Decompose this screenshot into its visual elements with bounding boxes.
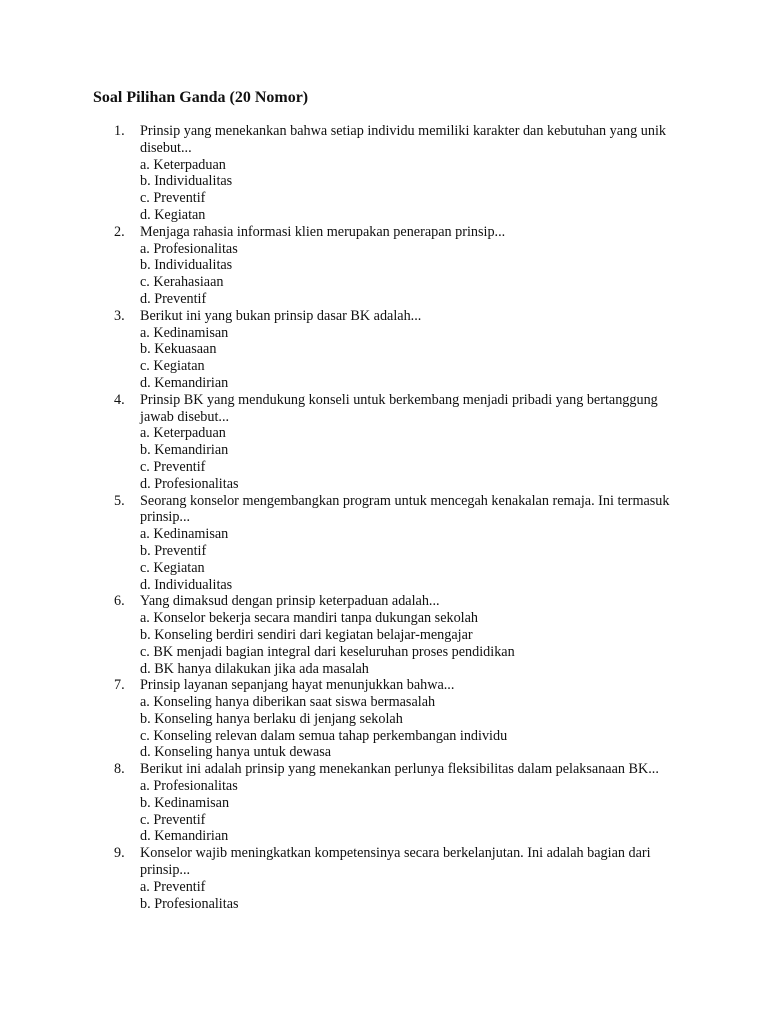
option-d: d. BK hanya dilakukan jika ada masalah <box>140 660 369 677</box>
option-a: a. Keterpaduan <box>140 425 226 442</box>
option-b: b. Preventif <box>140 542 207 559</box>
option-b: b. Kedinamisan <box>140 794 230 811</box>
option-a: a. Preventif <box>140 878 206 895</box>
question-3 <box>114 308 684 392</box>
option-a: a. Keterpaduan <box>140 156 226 173</box>
question-number: 6. <box>114 593 125 610</box>
option-d: d. Individualitas <box>140 576 233 593</box>
option-a: a. Profesionalitas <box>140 778 238 795</box>
question-9 <box>114 845 684 912</box>
question-text: Prinsip BK yang mendukung konseli untuk berkembang menjadi pribadi yang bertanggung jawab disebut... <box>140 391 658 425</box>
question-7 <box>114 677 684 761</box>
option-d: d. Kegiatan <box>140 206 206 223</box>
question-1 <box>114 123 684 224</box>
question-text: Seorang konselor mengembangkan program untuk mencegah kenakalan remaja. Ini termasuk prinsip... <box>140 492 670 526</box>
option-a: a. Profesionalitas <box>140 240 238 257</box>
option-b: b. Konseling berdiri sendiri dari kegiatan belajar-mengajar <box>140 626 473 643</box>
option-d: d. Kemandirian <box>140 374 229 391</box>
option-c: c. Kegiatan <box>140 358 205 375</box>
option-c: c. Preventif <box>140 811 206 828</box>
option-d: d. Profesionalitas <box>140 475 239 492</box>
option-a: a. Kedinamisan <box>140 324 229 341</box>
question-text: Berikut ini yang bukan prinsip dasar BK adalah... <box>140 307 422 324</box>
question-text: Konselor wajib meningkatkan kompetensinya secara berkelanjutan. Ini adalah bagian dari prinsip... <box>140 845 651 879</box>
question-number: 7. <box>114 677 125 694</box>
question-5 <box>114 493 684 594</box>
document-title: Soal Pilihan Ganda (20 Nomor) <box>93 89 309 106</box>
question-4 <box>114 392 684 493</box>
option-a: a. Konseling hanya diberikan saat siswa bermasalah <box>140 694 436 711</box>
question-2 <box>114 224 684 308</box>
question-number: 1. <box>114 123 125 139</box>
question-number: 5. <box>114 492 125 509</box>
option-b: b. Kemandirian <box>140 442 229 459</box>
option-b: b. Individualitas <box>140 257 233 274</box>
question-list <box>114 123 684 912</box>
question-6 <box>114 593 684 677</box>
question-number: 2. <box>114 223 125 240</box>
option-c: c. Kerahasiaan <box>140 274 224 291</box>
question-text: Prinsip layanan sepanjang hayat menunjukkan bahwa... <box>140 677 455 694</box>
option-c: c. Preventif <box>140 458 206 475</box>
question-number: 3. <box>114 307 125 324</box>
option-b: b. Konseling hanya berlaku di jenjang sekolah <box>140 710 403 727</box>
option-c: c. BK menjadi bagian integral dari keseluruhan proses pendidikan <box>140 643 515 660</box>
option-b: b. Profesionalitas <box>140 895 239 912</box>
question-number: 8. <box>114 761 125 778</box>
question-text: Prinsip yang menekankan bahwa setiap individu memiliki karakter dan kebutuhan yang unik disebut... <box>140 123 666 156</box>
question-text: Berikut ini adalah prinsip yang menekankan perlunya fleksibilitas dalam pelaksanaan BK... <box>140 761 659 778</box>
option-c: c. Kegiatan <box>140 559 205 576</box>
question-number: 4. <box>114 391 125 408</box>
option-a: a. Konselor bekerja secara mandiri tanpa dukungan sekolah <box>140 610 479 627</box>
option-d: d. Kemandirian <box>140 828 229 845</box>
question-number: 9. <box>114 845 125 862</box>
option-c: c. Preventif <box>140 190 206 207</box>
option-d: d. Preventif <box>140 290 207 307</box>
option-a: a. Kedinamisan <box>140 526 229 543</box>
question-8 <box>114 761 684 845</box>
option-d: d. Konseling hanya untuk dewasa <box>140 744 332 761</box>
option-b: b. Individualitas <box>140 173 233 190</box>
option-b: b. Kekuasaan <box>140 341 217 358</box>
question-text: Menjaga rahasia informasi klien merupakan penerapan prinsip... <box>140 223 506 240</box>
option-c: c. Konseling relevan dalam semua tahap perkembangan individu <box>140 727 508 744</box>
question-text: Yang dimaksud dengan prinsip keterpaduan adalah... <box>140 593 440 610</box>
